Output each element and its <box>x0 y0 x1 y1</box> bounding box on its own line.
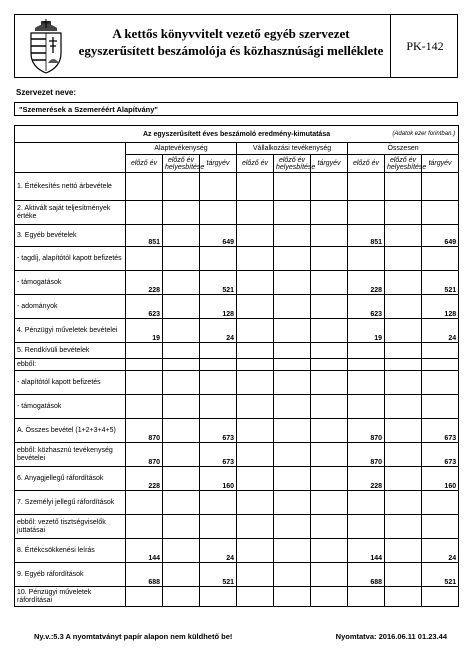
row-label: - támogatások <box>15 271 126 295</box>
value-cell[interactable] <box>385 443 422 467</box>
table-row <box>15 173 459 201</box>
value-cell[interactable] <box>311 225 348 247</box>
value-cell[interactable]: 24 <box>422 539 459 563</box>
value-cell[interactable] <box>274 173 311 201</box>
value-cell[interactable] <box>311 173 348 201</box>
value-cell[interactable]: 870 <box>126 419 163 443</box>
value-cell[interactable] <box>274 247 311 271</box>
row-label: 9. Egyéb ráfordítások <box>15 563 126 587</box>
value-cell[interactable] <box>422 515 459 539</box>
value-cell[interactable] <box>163 271 200 295</box>
value-cell[interactable] <box>311 319 348 343</box>
value-cell[interactable] <box>237 539 274 563</box>
value-cell[interactable] <box>385 247 422 271</box>
value-cell[interactable] <box>237 419 274 443</box>
value-cell[interactable]: 24 <box>200 539 237 563</box>
value-cell[interactable] <box>126 491 163 515</box>
value-cell[interactable] <box>348 491 385 515</box>
form-title <box>77 25 385 59</box>
value-cell[interactable] <box>163 587 200 607</box>
value-cell[interactable]: 228 <box>348 467 385 491</box>
value-cell[interactable]: 19 <box>348 319 385 343</box>
row-label: A. Összes bevétel (1+2+3+4+5) <box>15 419 126 443</box>
subheader-targyev: tárgyév <box>311 155 348 173</box>
value-cell[interactable]: 688 <box>348 563 385 587</box>
row-label: - támogatások <box>15 395 126 419</box>
subheader-targyev: tárgyév <box>422 155 459 173</box>
row-label: 3. Egyéb bevételek <box>15 225 126 247</box>
value-cell[interactable]: 851 <box>126 225 163 247</box>
group-header-alaptevekenyseg: Alaptevékenység <box>126 143 237 155</box>
table-row <box>15 491 459 515</box>
value-cell[interactable]: 228 <box>126 467 163 491</box>
value-cell[interactable]: 673 <box>200 419 237 443</box>
form-header <box>14 14 458 78</box>
value-cell[interactable] <box>237 587 274 607</box>
value-cell[interactable] <box>274 515 311 539</box>
value-cell[interactable] <box>163 539 200 563</box>
value-cell[interactable] <box>385 319 422 343</box>
value-cell[interactable] <box>237 173 274 201</box>
value-cell[interactable] <box>237 443 274 467</box>
value-cell[interactable] <box>274 467 311 491</box>
value-cell[interactable]: 870 <box>348 443 385 467</box>
table-row <box>15 271 459 295</box>
value-cell[interactable]: 623 <box>348 295 385 319</box>
value-cell[interactable] <box>311 359 348 371</box>
row-label: 10. Pénzügyi műveletek ráfordításai <box>15 587 126 607</box>
value-cell[interactable]: 870 <box>126 443 163 467</box>
value-cell[interactable]: 521 <box>422 271 459 295</box>
value-cell[interactable] <box>385 467 422 491</box>
value-cell[interactable] <box>348 395 385 419</box>
table-row <box>15 201 459 225</box>
value-cell[interactable] <box>163 371 200 395</box>
table-row <box>15 467 459 491</box>
value-cell[interactable]: 128 <box>200 295 237 319</box>
value-cell[interactable] <box>348 201 385 225</box>
value-cell[interactable] <box>311 271 348 295</box>
table-title-cell <box>15 126 459 143</box>
value-cell[interactable] <box>311 419 348 443</box>
value-cell[interactable] <box>274 395 311 419</box>
value-cell[interactable] <box>126 247 163 271</box>
value-cell[interactable]: 673 <box>200 443 237 467</box>
value-cell[interactable] <box>163 443 200 467</box>
table-row <box>15 247 459 271</box>
value-cell[interactable] <box>126 359 163 371</box>
subheader-targyev: tárgyév <box>200 155 237 173</box>
value-cell[interactable] <box>422 587 459 607</box>
value-cell[interactable]: 521 <box>422 563 459 587</box>
table-row <box>15 539 459 563</box>
value-cell[interactable] <box>385 419 422 443</box>
value-cell[interactable] <box>274 491 311 515</box>
value-cell[interactable]: 851 <box>348 225 385 247</box>
value-cell[interactable]: 623 <box>126 295 163 319</box>
table-title: Az egyszerűsített éves beszámoló eredmény-kimutatása <box>142 130 331 138</box>
value-cell[interactable]: 521 <box>200 271 237 295</box>
value-cell[interactable] <box>311 343 348 359</box>
value-cell[interactable] <box>311 201 348 225</box>
row-label: ebből: közhasznú tevékenység bevételei <box>15 443 126 467</box>
value-cell[interactable] <box>237 271 274 295</box>
value-cell[interactable] <box>274 343 311 359</box>
subheader-elozo-ev: előző év <box>237 155 274 173</box>
value-cell[interactable] <box>274 295 311 319</box>
value-cell[interactable] <box>422 343 459 359</box>
value-cell[interactable] <box>311 467 348 491</box>
value-cell[interactable] <box>126 173 163 201</box>
value-cell[interactable] <box>385 295 422 319</box>
value-cell[interactable] <box>126 343 163 359</box>
value-cell[interactable] <box>237 343 274 359</box>
value-cell[interactable]: 649 <box>200 225 237 247</box>
value-cell[interactable] <box>311 443 348 467</box>
organization-name-field[interactable]: "Szemerések a Szemeréért Alapítvány" <box>14 102 458 116</box>
value-cell[interactable]: 521 <box>200 563 237 587</box>
subheader-helyesbites: előző év helyesbítése <box>274 155 311 173</box>
value-cell[interactable] <box>422 201 459 225</box>
value-cell[interactable] <box>237 201 274 225</box>
row-label: 7. Személyi jellegű ráfordítások <box>15 491 126 515</box>
value-cell[interactable] <box>163 563 200 587</box>
value-cell[interactable] <box>385 587 422 607</box>
value-cell[interactable] <box>237 359 274 371</box>
value-cell[interactable]: 688 <box>126 563 163 587</box>
value-cell[interactable] <box>237 225 274 247</box>
row-label: 1. Értékesítés nettó árbevétele <box>15 173 126 201</box>
table-row <box>15 515 459 539</box>
value-cell[interactable] <box>311 539 348 563</box>
value-cell[interactable] <box>126 201 163 225</box>
value-cell[interactable] <box>126 515 163 539</box>
value-cell[interactable] <box>274 371 311 395</box>
table-row <box>15 359 459 371</box>
value-cell[interactable] <box>200 515 237 539</box>
value-cell[interactable]: 649 <box>422 225 459 247</box>
value-cell[interactable] <box>385 201 422 225</box>
value-cell[interactable] <box>348 247 385 271</box>
value-cell[interactable]: 673 <box>422 443 459 467</box>
table-row <box>15 563 459 587</box>
table-row <box>15 371 459 395</box>
value-cell[interactable] <box>237 371 274 395</box>
value-cell[interactable]: 160 <box>200 467 237 491</box>
value-cell[interactable] <box>311 395 348 419</box>
subheader-helyesbites: előző év helyesbítése <box>163 155 200 173</box>
group-header-vallalkozasi: Vállalkozási tevékenység <box>237 143 348 155</box>
value-cell[interactable] <box>237 515 274 539</box>
value-cell[interactable] <box>163 173 200 201</box>
units-note: (Adatok ezer forintban.) <box>392 131 456 137</box>
value-cell[interactable]: 19 <box>126 319 163 343</box>
row-label: - alapítótól kapott befizetés <box>15 371 126 395</box>
value-cell[interactable] <box>163 359 200 371</box>
value-cell[interactable]: 24 <box>422 319 459 343</box>
value-cell[interactable] <box>163 295 200 319</box>
value-cell[interactable]: 228 <box>348 271 385 295</box>
value-cell[interactable] <box>311 247 348 271</box>
value-cell[interactable] <box>237 319 274 343</box>
value-cell[interactable] <box>274 359 311 371</box>
value-cell[interactable] <box>163 319 200 343</box>
subheader-helyesbites: előző év helyesbítése <box>385 155 422 173</box>
value-cell[interactable] <box>311 563 348 587</box>
row-label: 8. Értékcsökkenési leírás <box>15 539 126 563</box>
value-cell[interactable] <box>237 295 274 319</box>
value-cell[interactable] <box>237 395 274 419</box>
value-cell[interactable] <box>237 467 274 491</box>
value-cell[interactable]: 144 <box>348 539 385 563</box>
subheader-elozo-ev: előző év <box>348 155 385 173</box>
value-cell[interactable] <box>200 247 237 271</box>
value-cell[interactable]: 160 <box>422 467 459 491</box>
value-cell[interactable] <box>163 395 200 419</box>
value-cell[interactable] <box>385 359 422 371</box>
subheader-elozo-ev: előző év <box>126 155 163 173</box>
hungarian-coat-of-arms-icon <box>21 19 71 75</box>
value-cell[interactable]: 870 <box>348 419 385 443</box>
value-cell[interactable] <box>274 271 311 295</box>
value-cell[interactable] <box>200 359 237 371</box>
value-cell[interactable] <box>348 371 385 395</box>
value-cell[interactable] <box>126 587 163 607</box>
value-cell[interactable] <box>422 247 459 271</box>
value-cell[interactable] <box>385 225 422 247</box>
value-cell[interactable] <box>163 467 200 491</box>
value-cell[interactable] <box>200 201 237 225</box>
value-cell[interactable] <box>163 419 200 443</box>
group-header-osszesen: Összesen <box>348 143 459 155</box>
value-cell[interactable] <box>200 371 237 395</box>
form-title-line2: egyszerűsített beszámolója és közhasznúsági melléklete <box>78 43 384 58</box>
table-row <box>15 225 459 247</box>
table-row <box>15 343 459 359</box>
table-row <box>15 419 459 443</box>
footer-version-note: Ny.v.:5.3 A nyomtatványt papír alapon nem küldhető be! <box>34 632 233 641</box>
value-cell[interactable] <box>163 491 200 515</box>
value-cell[interactable] <box>163 515 200 539</box>
value-cell[interactable] <box>385 515 422 539</box>
value-cell[interactable] <box>163 201 200 225</box>
row-label: 2. Aktivált saját teljesítmények értéke <box>15 201 126 225</box>
row-label: ebből: vezető tisztségviselők juttatásai <box>15 515 126 539</box>
value-cell[interactable] <box>385 563 422 587</box>
value-cell[interactable] <box>274 201 311 225</box>
value-cell[interactable] <box>422 371 459 395</box>
row-label: ebből: <box>15 359 126 371</box>
value-cell[interactable] <box>126 371 163 395</box>
value-cell[interactable] <box>348 343 385 359</box>
value-cell[interactable] <box>385 395 422 419</box>
value-cell[interactable] <box>274 225 311 247</box>
value-cell[interactable] <box>274 587 311 607</box>
value-cell[interactable] <box>385 173 422 201</box>
value-cell[interactable] <box>163 225 200 247</box>
value-cell[interactable] <box>311 587 348 607</box>
value-cell[interactable] <box>385 539 422 563</box>
table-row <box>15 319 459 343</box>
value-cell[interactable] <box>348 359 385 371</box>
value-cell[interactable] <box>274 539 311 563</box>
value-cell[interactable] <box>163 343 200 359</box>
value-cell[interactable] <box>237 563 274 587</box>
value-cell[interactable] <box>274 443 311 467</box>
value-cell[interactable] <box>422 173 459 201</box>
value-cell[interactable] <box>311 371 348 395</box>
value-cell[interactable] <box>385 343 422 359</box>
form-title-line1: A kettős könyvvitelt vezető egyéb szervezet <box>112 26 350 41</box>
value-cell[interactable] <box>348 515 385 539</box>
value-cell[interactable] <box>274 319 311 343</box>
row-label: 6. Anyagjellegű ráfordítások <box>15 467 126 491</box>
table-row <box>15 395 459 419</box>
value-cell[interactable] <box>311 515 348 539</box>
table-row <box>15 295 459 319</box>
label-header-cell <box>15 143 126 173</box>
value-cell[interactable] <box>200 395 237 419</box>
value-cell[interactable]: 673 <box>422 419 459 443</box>
value-cell[interactable] <box>126 395 163 419</box>
value-cell[interactable] <box>237 247 274 271</box>
table-row <box>15 443 459 467</box>
value-cell[interactable] <box>237 491 274 515</box>
table-row <box>15 587 459 607</box>
value-cell[interactable] <box>163 247 200 271</box>
value-cell[interactable] <box>422 395 459 419</box>
row-label: - adományok <box>15 295 126 319</box>
value-cell[interactable] <box>385 371 422 395</box>
value-cell[interactable] <box>200 587 237 607</box>
value-cell[interactable] <box>274 563 311 587</box>
value-cell[interactable] <box>385 271 422 295</box>
value-cell[interactable] <box>422 491 459 515</box>
value-cell[interactable] <box>274 419 311 443</box>
value-cell[interactable] <box>311 295 348 319</box>
value-cell[interactable] <box>311 491 348 515</box>
footer-print-timestamp: Nyomtatva: 2016.06.11 01.23.44 <box>335 632 447 641</box>
organization-label: Szervezet neve: <box>16 88 77 97</box>
value-cell[interactable]: 128 <box>422 295 459 319</box>
value-cell[interactable] <box>385 491 422 515</box>
value-cell[interactable] <box>200 173 237 201</box>
value-cell[interactable] <box>348 587 385 607</box>
form-code: PK-142 <box>390 15 459 77</box>
value-cell[interactable]: 24 <box>200 319 237 343</box>
income-statement-table <box>14 125 459 607</box>
value-cell[interactable] <box>422 359 459 371</box>
value-cell[interactable] <box>200 491 237 515</box>
row-label: 4. Pénzügyi műveletek bevételei <box>15 319 126 343</box>
row-label: 5. Rendkívüli bevételek <box>15 343 126 359</box>
value-cell[interactable] <box>348 173 385 201</box>
row-label: - tagdíj, alapítótól kapott befizetés <box>15 247 126 271</box>
value-cell[interactable]: 144 <box>126 539 163 563</box>
value-cell[interactable] <box>200 343 237 359</box>
value-cell[interactable]: 228 <box>126 271 163 295</box>
